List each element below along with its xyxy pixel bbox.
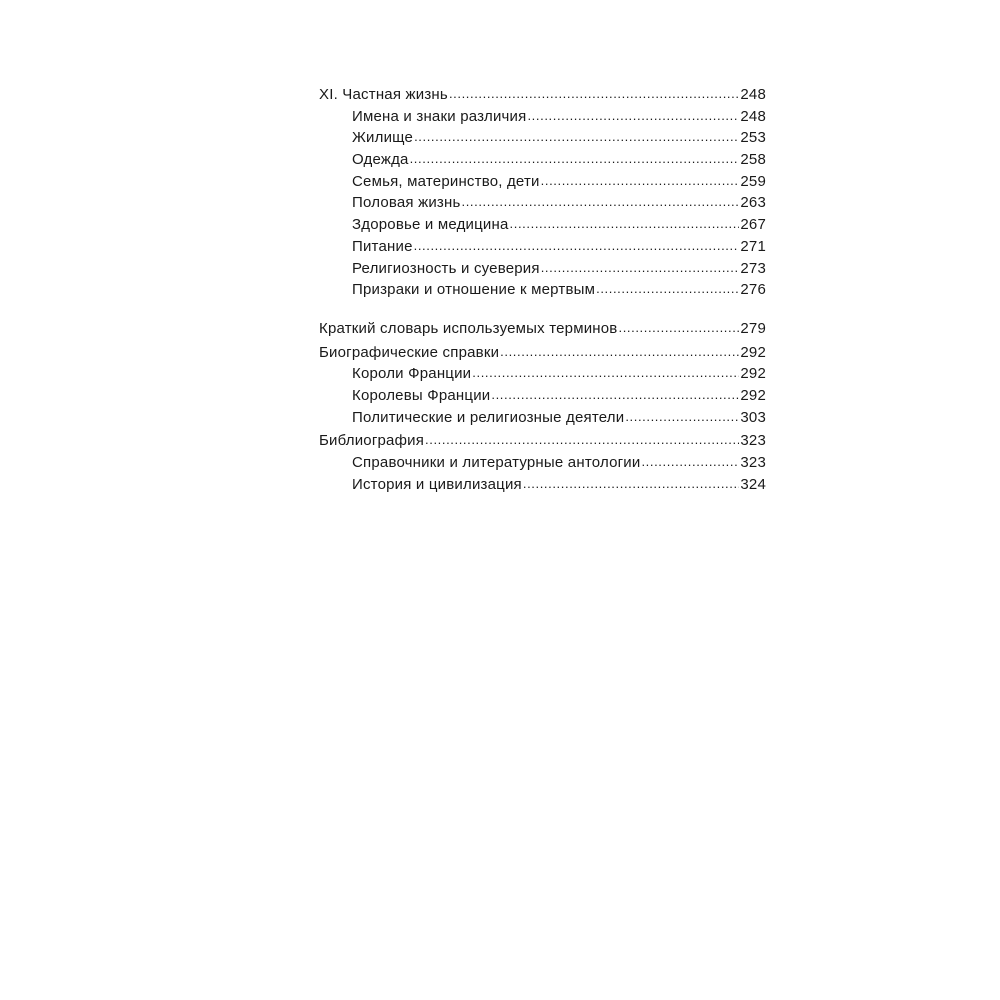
dot-leader	[414, 126, 739, 148]
toc-entry-page: 259	[740, 172, 766, 190]
toc-entry-title: Биографические справки	[319, 343, 500, 361]
toc-entry-page: 248	[740, 107, 766, 125]
toc-entry-title: Политические и религиозные деятели	[352, 408, 625, 426]
toc-section-private-life	[319, 84, 766, 301]
dot-leader	[472, 362, 739, 384]
toc-entry[interactable]	[319, 430, 766, 452]
toc-entry-page: 292	[740, 386, 766, 404]
toc-subentry[interactable]	[319, 171, 766, 193]
toc-entry-page: 273	[740, 259, 766, 277]
toc-entry-title: XI. Частная жизнь	[319, 86, 448, 103]
toc-entry-title: Одежда	[352, 151, 409, 169]
toc-entry-title: Религиозность и суеверия	[352, 259, 540, 277]
toc-entry-page: 258	[740, 151, 766, 169]
toc-subentry[interactable]	[319, 363, 766, 385]
toc-entry-title: Семья, материнство, дети	[352, 172, 540, 190]
toc-subentry[interactable]	[319, 407, 766, 429]
toc-entry-title: Краткий словарь используемых терминов	[319, 319, 618, 337]
toc-entry-title: Имена и знаки различия	[352, 107, 527, 125]
dot-leader	[641, 451, 739, 473]
toc-entry-title: Призраки и отношение к мертвым	[352, 281, 596, 299]
dot-leader	[461, 191, 739, 213]
toc-entry-page: 271	[740, 237, 766, 255]
dot-leader	[625, 406, 739, 428]
toc-entry-page: 253	[740, 129, 766, 147]
dot-leader	[523, 473, 740, 495]
toc-entry-title: Справочники и литературные антологии	[352, 454, 641, 471]
dot-leader	[618, 317, 739, 339]
table-of-contents	[319, 84, 766, 495]
toc-entry-page: 267	[740, 216, 766, 234]
toc-subentry[interactable]	[319, 258, 766, 280]
dot-leader	[491, 384, 739, 406]
dot-leader	[527, 105, 739, 127]
toc-subentry[interactable]	[319, 385, 766, 407]
toc-subentry[interactable]	[319, 127, 766, 149]
section-spacer	[319, 301, 766, 318]
dot-leader	[449, 83, 739, 105]
toc-entry-title: Питание	[352, 237, 413, 255]
toc-entry-title: История и цивилизация	[352, 475, 522, 493]
dot-leader	[414, 235, 740, 257]
dot-leader	[410, 148, 740, 170]
toc-entry-page: 303	[740, 408, 766, 426]
toc-entry[interactable]	[319, 84, 766, 106]
dot-leader	[596, 278, 739, 300]
toc-entry[interactable]	[319, 318, 766, 340]
toc-entry-page: 292	[740, 365, 766, 383]
toc-subentry[interactable]	[319, 149, 766, 171]
dot-leader	[541, 170, 740, 192]
toc-entry[interactable]	[319, 342, 766, 364]
toc-entry-page: 324	[740, 475, 766, 493]
toc-entry-title: Половая жизнь	[352, 194, 461, 212]
toc-subentry[interactable]	[319, 452, 766, 474]
toc-entry-title: Короли Франции	[352, 365, 472, 383]
toc-entry-title: Библиография	[319, 432, 425, 450]
toc-entry-page: 248	[740, 86, 766, 103]
dot-leader	[425, 429, 739, 451]
toc-entry-title: Здоровье и медицина	[352, 216, 509, 234]
toc-entry-page: 279	[740, 319, 766, 337]
toc-entry-page: 292	[740, 343, 766, 361]
toc-entry-title: Королевы Франции	[352, 386, 491, 404]
toc-subentry[interactable]	[319, 279, 766, 301]
toc-subentry[interactable]	[319, 236, 766, 258]
toc-subentry[interactable]	[319, 474, 766, 496]
toc-section-glossary	[319, 318, 766, 340]
toc-entry-page: 263	[740, 194, 766, 212]
dot-leader	[510, 213, 740, 235]
toc-entry-title: Жилище	[352, 129, 414, 147]
toc-entry-page: 276	[740, 281, 766, 299]
toc-subentry[interactable]	[319, 106, 766, 128]
toc-subentry[interactable]	[319, 214, 766, 236]
dot-leader	[500, 341, 739, 363]
toc-entry-page: 323	[740, 454, 766, 471]
toc-subentry[interactable]	[319, 192, 766, 214]
toc-entry-page: 323	[740, 432, 766, 450]
toc-section-bibliography	[319, 430, 766, 495]
toc-section-biographies	[319, 342, 766, 429]
dot-leader	[541, 257, 740, 279]
